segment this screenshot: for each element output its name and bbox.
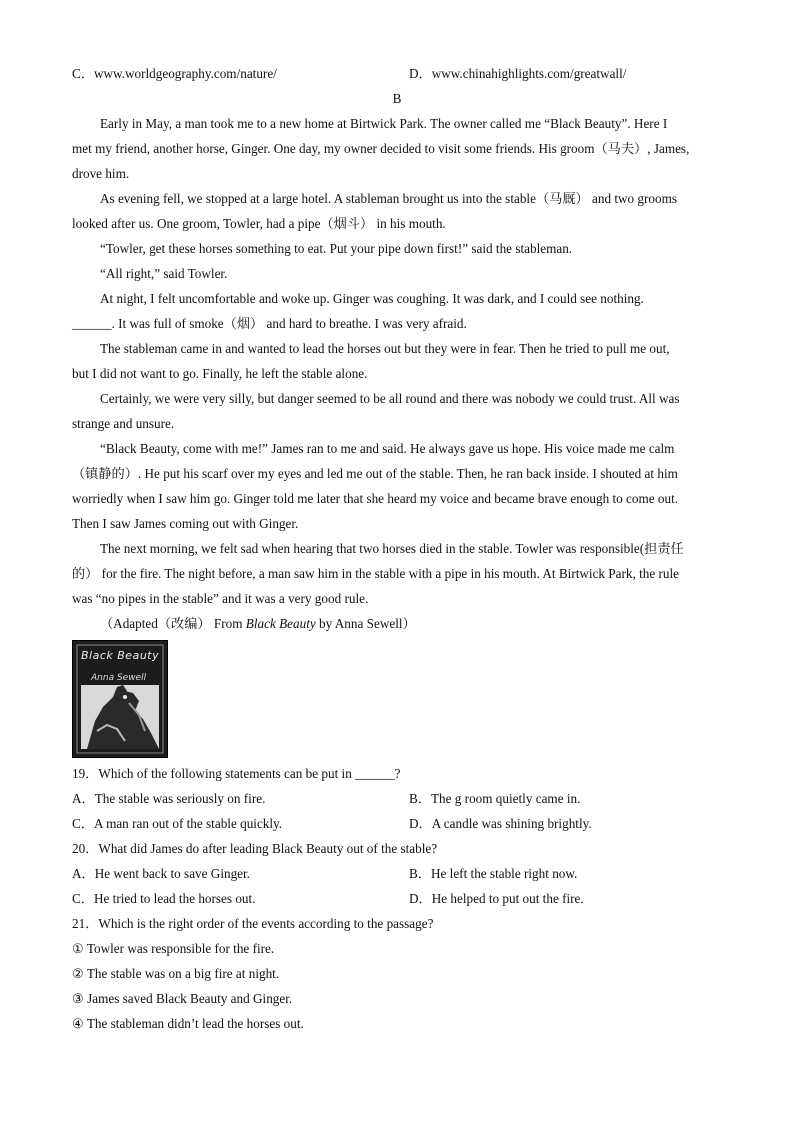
passage-line: strange and unsure.	[72, 416, 175, 431]
section-letter: B	[392, 91, 402, 106]
prev-option-d: D．www.chinahighlights.com/greatwall/	[409, 66, 627, 81]
passage-line: Early in May, a man took me to a new home at Birtwick Park. The owner called me “Black Beauty”. Here I	[100, 116, 668, 131]
passage-line: At night, I felt uncomfortable and woke up. Ginger was coughing. It was dark, and I could see nothing.	[100, 291, 644, 306]
q19-option-d: D．A candle was shining brightly.	[409, 816, 592, 831]
q19-option-b: B．The g room quietly came in.	[409, 791, 581, 806]
passage-line: Certainly, we were very silly, but danger seemed to be all round and there was nobody we could trust. All was	[100, 391, 680, 406]
q20-option-a: A．He went back to save Ginger.	[72, 866, 250, 881]
q21-event-4: ④ The stableman didn’t lead the horses out.	[72, 1016, 304, 1031]
passage-line: “Black Beauty, come with me!” James ran to me and said. He always gave us hope. His voice made me calm	[100, 441, 675, 456]
question-19-stem: 19．Which of the following statements can be put in ______?	[72, 766, 401, 781]
cover-title: Black Beauty	[81, 649, 160, 662]
q19-option-a: A．The stable was seriously on fire.	[72, 791, 266, 806]
passage-line: The next morning, we felt sad when hearing that two horses died in the stable. Towler was responsible(担责任	[100, 541, 684, 556]
passage-line: The stableman came in and wanted to lead the horses out but they were in fear. Then he tried to pull me out,	[100, 341, 670, 356]
book-cover-image	[72, 640, 168, 758]
passage-line: “All right,” said Towler.	[100, 266, 228, 281]
passage-line: looked after us. One groom, Towler, had a pipe（烟斗） in his mouth.	[72, 216, 446, 231]
passage-line: “Towler, get these horses something to eat. Put your pipe down first!” said the stableman.	[100, 241, 573, 256]
cover-author: Anna Sewell	[91, 673, 147, 683]
question-20-stem: 20．What did James do after leading Black Beauty out of the stable?	[72, 841, 438, 856]
q20-option-d: D．He helped to put out the fire.	[409, 891, 584, 906]
source-book-title: Black Beauty	[245, 616, 316, 631]
q20-option-c: C．He tried to lead the horses out.	[72, 891, 256, 906]
q21-event-1: ① Towler was responsible for the fire.	[72, 941, 275, 956]
passage-line: met my friend, another horse, Ginger. One day, my owner decided to visit some friends. His groom（马夫）, James,	[72, 141, 690, 156]
source-prefix: （Adapted（改编） From	[100, 616, 246, 631]
passage-line: Then I saw James coming out with Ginger.	[72, 516, 299, 531]
passage-line: drove him.	[72, 166, 130, 181]
passage-line: As evening fell, we stopped at a large hotel. A stableman brought us into the stable（马厩） and two grooms	[100, 191, 677, 206]
q20-option-b: B．He left the stable right now.	[409, 866, 578, 881]
passage-line: 的） for the fire. The night before, a man saw him in the stable with a pipe in his mouth. At Birtwick Park, the rule	[72, 566, 679, 581]
passage-line: （镇静的）. He put his scarf over my eyes and led me out of the stable. Then, he ran back inside. I shouted at him	[72, 466, 678, 481]
source-note	[100, 616, 416, 632]
q19-option-c: C．A man ran out of the stable quickly.	[72, 816, 283, 831]
passage-line: but I did not want to go. Finally, he left the stable alone.	[72, 366, 368, 381]
q21-event-2: ② The stable was on a big fire at night.	[72, 966, 280, 981]
prev-option-c: C．www.worldgeography.com/nature/	[72, 66, 277, 81]
passage-line-blank: ______. It was full of smoke（烟） and hard to breathe. I was very afraid.	[72, 316, 467, 331]
source-suffix: by Anna Sewell）	[315, 616, 416, 631]
passage-line: worriedly when I saw him go. Ginger told me later that she heard my voice and became brave enough to come out.	[72, 491, 679, 506]
q21-event-3: ③ James saved Black Beauty and Ginger.	[72, 991, 293, 1006]
question-21-stem: 21．Which is the right order of the events according to the passage?	[72, 916, 434, 931]
passage-line: was “no pipes in the stable” and it was a very good rule.	[72, 591, 369, 606]
